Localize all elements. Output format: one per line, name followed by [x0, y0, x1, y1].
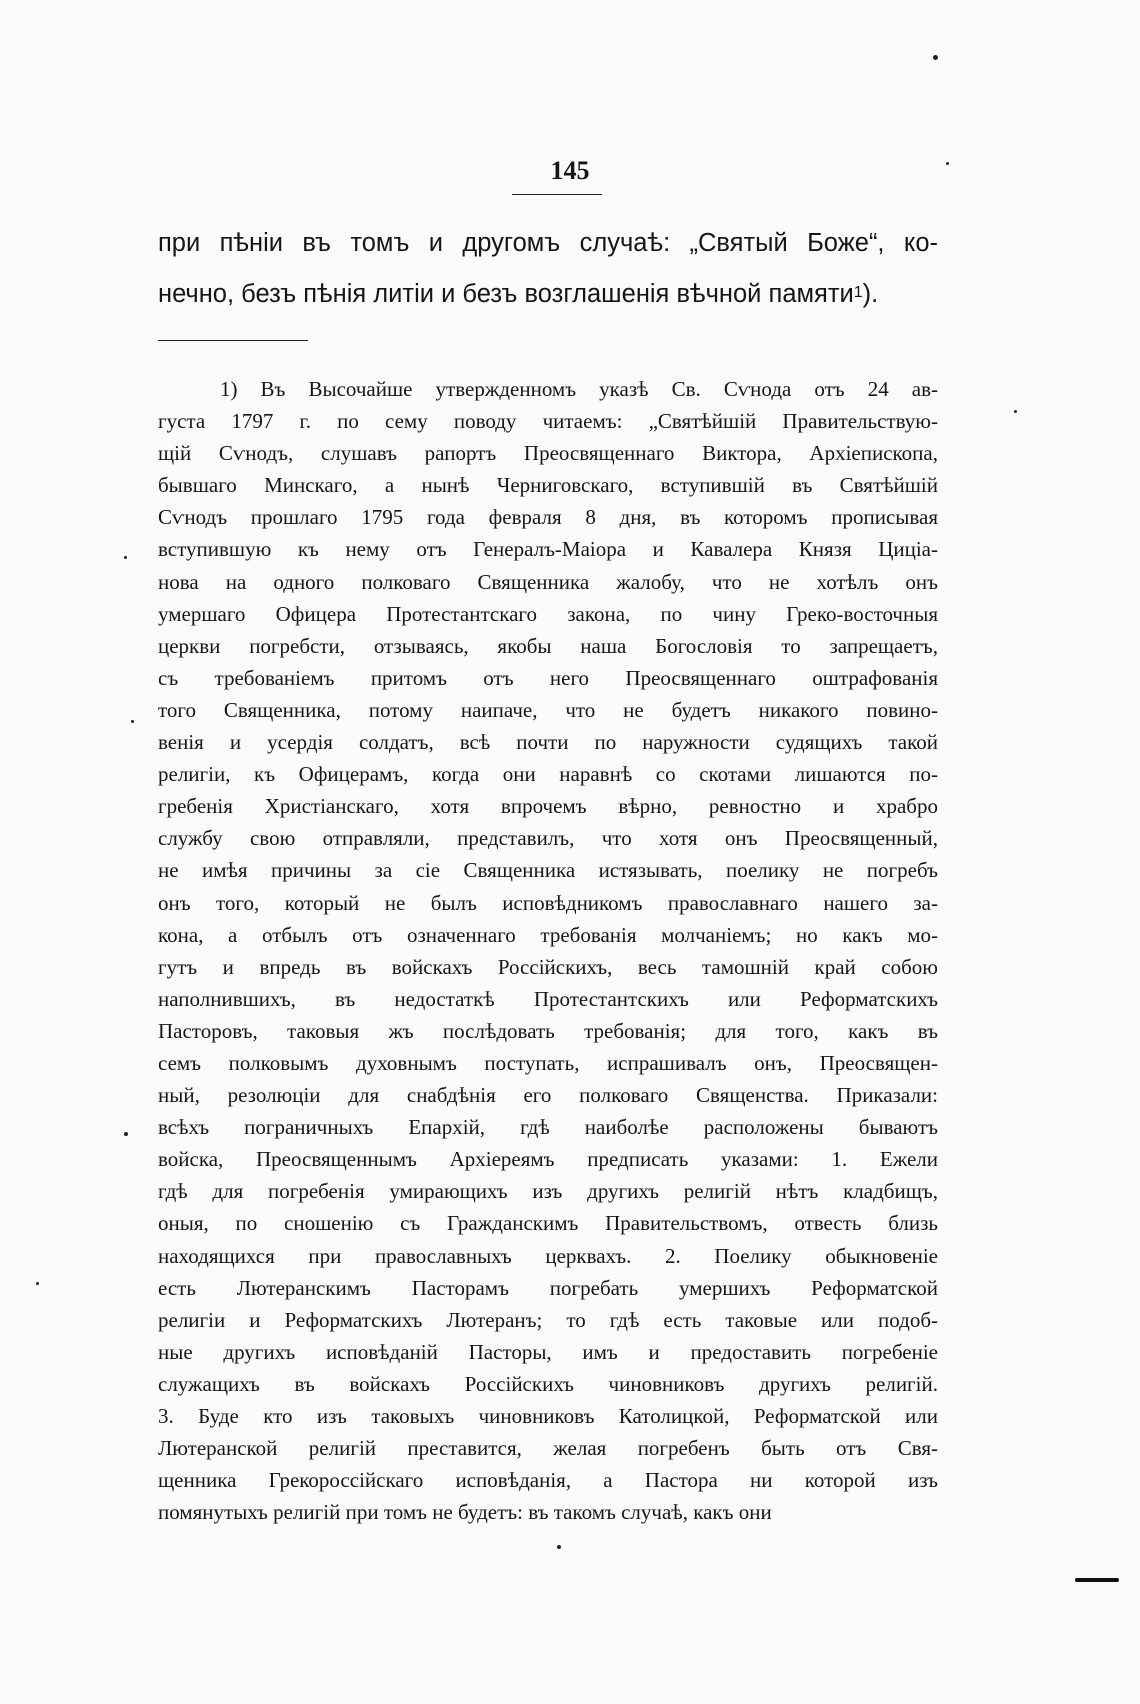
footnote-line: Лютеранской религій преставится, желая погребенъ быть отъ Свя-: [158, 1436, 938, 1461]
footnote-line: густа 1797 г. по сему поводу читаемъ: „Святѣйшій Правительствую-: [158, 409, 938, 434]
page-number: 145: [550, 156, 590, 185]
footnote-line: кона, а отбылъ отъ означеннаго требованія молчаніемъ; но какъ мо-: [158, 922, 938, 947]
footnote-line: щій Сѵнодъ, слушавъ рапортъ Преосвященнаго Виктора, Архіепископа,: [158, 441, 938, 466]
page-number-rule: [512, 194, 602, 195]
footnote-line: есть Лютеранскимъ Пасторамъ погребать умершихъ Реформатской: [158, 1275, 938, 1300]
footnote-line: ный, резолюціи для снабдѣнія его полковаго Священства. Приказали:: [158, 1083, 938, 1108]
footnote-line: бывшаго Минскаго, а нынѣ Черниговскаго, вступившій въ Святѣйшій: [158, 473, 938, 498]
footnote-line: гутъ и впредь въ войскахъ Россійскихъ, весь тамошній край собою: [158, 954, 938, 979]
footnote-line: щенника Грекороссійскаго исповѣданія, а Пастора ни которой изъ: [158, 1468, 938, 1493]
scan-speck: [124, 1132, 128, 1136]
footnote-line: нова на одного полковаго Священника жалобу, что не хотѣлъ онъ: [158, 569, 938, 594]
footnote-line: служащихъ въ войскахъ Россійскихъ чиновниковъ другихъ религій.: [158, 1371, 938, 1396]
footnote-line: гребенія Христіанскаго, хотя впрочемъ вѣрно, ревностно и храбро: [158, 794, 938, 819]
footnote-line: того Священника, потому наипаче, что не будетъ никакого повино-: [158, 697, 938, 722]
footnote-line: находящихся при православныхъ церквахъ. 2. Поелику обыкновеніе: [158, 1243, 938, 1268]
scan-speck: [1014, 410, 1017, 413]
margin-mark: [1075, 1578, 1119, 1582]
main-text: [158, 218, 938, 320]
scan-speck: [946, 162, 949, 165]
footnote-line: умершаго Офицера Протестантскаго закона, по чину Греко-восточныя: [158, 601, 938, 626]
main-text-line-content: нечно, безъ пѣнія литіи и безъ возглашенія вѣчной памяти: [158, 280, 854, 308]
footnote-reference: 1: [853, 284, 863, 301]
footnote-line: 3. Буде кто изъ таковыхъ чиновниковъ Католицкой, Реформатской или: [158, 1404, 938, 1428]
scan-speck: [36, 1282, 39, 1285]
footnote-line: наполнившихъ, въ недостаткѣ Протестантскихъ или Реформатскихъ: [158, 986, 938, 1011]
footnote-line: религіи, къ Офицерамъ, когда они наравнѣ со скотами лишаются по-: [158, 762, 938, 787]
scan-speck: [131, 720, 134, 723]
footnote-line: семъ полковымъ духовнымъ поступать, испрашивалъ онъ, Преосвящен-: [158, 1050, 938, 1075]
footnote-line: всѣхъ пограничныхъ Епархій, гдѣ наиболѣе расположены бываютъ: [158, 1115, 938, 1140]
footnote-line: не имѣя причины за сіе Священника истязывать, поелику не погребъ: [158, 858, 938, 883]
footnote-line: церкви погребсти, отзываясь, якобы наша Богословія то запрещаетъ,: [158, 633, 938, 658]
scan-speck: [933, 55, 938, 60]
footnote-line: службу свою отправляли, представилъ, что хотя онъ Преосвященный,: [158, 826, 938, 851]
footnote-line: Пасторовъ, таковыя жъ послѣдовать требованія; для того, какъ въ: [158, 1018, 938, 1043]
footnote-line: войска, Преосвященнымъ Архіереямъ предписать указами: 1. Ежели: [158, 1147, 938, 1172]
main-text-line-last: [158, 269, 938, 320]
footnote-line: помянутыхъ религій при томъ не будетъ: въ такомъ случаѣ, какъ они: [158, 1500, 772, 1525]
footnote-line: онъ того, который не былъ исповѣдникомъ православнаго нашего за-: [158, 890, 938, 915]
footnote-line: ные другихъ исповѣданій Пасторы, имъ и предоставить погребеніе: [158, 1339, 938, 1364]
footnote-line: оныя, по сношенію съ Гражданскимъ Правительствомъ, отвесть близь: [158, 1211, 938, 1236]
main-text-line-end: ).: [862, 280, 879, 308]
footnote-line: гдѣ для погребенія умирающихъ изъ другихъ религій нѣтъ кладбищъ,: [158, 1179, 938, 1204]
footnote: [158, 373, 938, 1528]
footnote-line: Сѵнодъ прошлаго 1795 года февраля 8 дня, въ которомъ прописывая: [158, 505, 938, 530]
scan-speck: [557, 1545, 561, 1549]
footnote-line: вступившую къ нему отъ Генералъ-Маіора и Кавалера Князя Циціа-: [158, 537, 938, 562]
footnote-separator: [158, 340, 308, 341]
scan-speck: [124, 556, 127, 559]
main-text-line: при пѣніи въ томъ и другомъ случаѣ: „Святый Боже“, ко-: [158, 229, 938, 257]
footnote-line: 1) Въ Высочайше утвержденномъ указѣ Св. Сѵнода отъ 24 ав-: [220, 377, 938, 401]
footnote-line: религіи и Реформатскихъ Лютеранъ; то гдѣ есть таковые или подоб-: [158, 1307, 938, 1332]
footnote-line: венія и усердія солдатъ, всѣ почти по наружности судящихъ такой: [158, 730, 938, 755]
footnote-line: съ требованіемъ притомъ отъ него Преосвященнаго оштрафованія: [158, 665, 938, 690]
